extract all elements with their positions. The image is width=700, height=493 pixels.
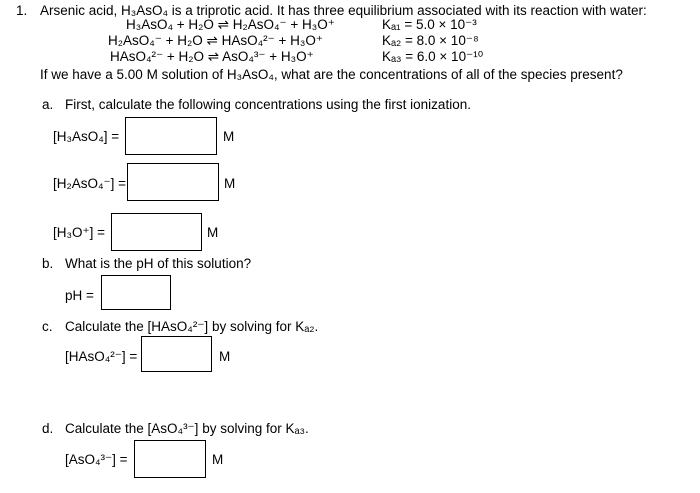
haso4-answer-box[interactable] bbox=[141, 336, 212, 372]
part-b-label: b. bbox=[42, 256, 54, 271]
h3o-label: [H₃O⁺] = bbox=[53, 225, 106, 240]
h3aso4-answer-box[interactable] bbox=[125, 117, 217, 155]
part-a-label: a. bbox=[42, 97, 54, 112]
ph-label: pH = bbox=[65, 288, 94, 303]
aso4-label: [AsO₄³⁻] = bbox=[65, 452, 128, 467]
part-c-text: Calculate the [HAsO₄²⁻] by solving for Kₐ₂. bbox=[65, 319, 319, 334]
aso4-answer-box[interactable] bbox=[134, 440, 206, 478]
question-intro: Arsenic acid, H₃AsO₄ is a triprotic acid. It has three equilibrium associated with its reaction with water: bbox=[40, 3, 647, 18]
part-d-label: d. bbox=[42, 421, 54, 436]
part-c-label: c. bbox=[42, 319, 53, 334]
reaction-3-equation: HAsO₄²⁻ + H₂O ⇌ AsO₄³⁻ + H₃O⁺ bbox=[110, 49, 314, 64]
reaction-1-constant: Kₐ₁ = 5.0 × 10⁻³ bbox=[382, 17, 477, 32]
part-b-text: What is the pH of this solution? bbox=[65, 256, 252, 271]
h2aso4-label: [H₂AsO₄⁻] = bbox=[53, 176, 127, 191]
h3o-answer-box[interactable] bbox=[111, 213, 202, 251]
question-text: If we have a 5.00 M solution of H₃AsO₄, what are the concentrations of all of the species present? bbox=[40, 67, 623, 82]
h2aso4-answer-box[interactable] bbox=[127, 163, 219, 201]
reaction-3-constant: Kₐ₃ = 6.0 × 10⁻¹⁰ bbox=[382, 49, 484, 64]
reaction-2-equation: H₂AsO₄⁻ + H₂O ⇌ HAsO₄²⁻ + H₃O⁺ bbox=[108, 33, 323, 48]
haso4-unit: M bbox=[219, 349, 231, 364]
h2aso4-unit: M bbox=[224, 176, 236, 191]
h3aso4-unit: M bbox=[223, 129, 235, 144]
haso4-label: [HAsO₄²⁻] = bbox=[65, 349, 138, 364]
reaction-2-constant: Kₐ₂ = 8.0 × 10⁻⁸ bbox=[382, 33, 479, 48]
part-a-text: First, calculate the following concentrations using the first ionization. bbox=[65, 97, 471, 112]
question-number: 1. bbox=[16, 3, 28, 18]
h3aso4-label: [H₃AsO₄] = bbox=[53, 129, 120, 144]
ph-answer-box[interactable] bbox=[101, 275, 171, 310]
aso4-unit: M bbox=[212, 452, 224, 467]
h3o-unit: M bbox=[207, 225, 219, 240]
reaction-1-equation: H₃AsO₄ + H₂O ⇌ H₂AsO₄⁻ + H₃O⁺ bbox=[126, 17, 335, 32]
part-d-text: Calculate the [AsO₄³⁻] by solving for Kₐ₃. bbox=[65, 421, 309, 436]
